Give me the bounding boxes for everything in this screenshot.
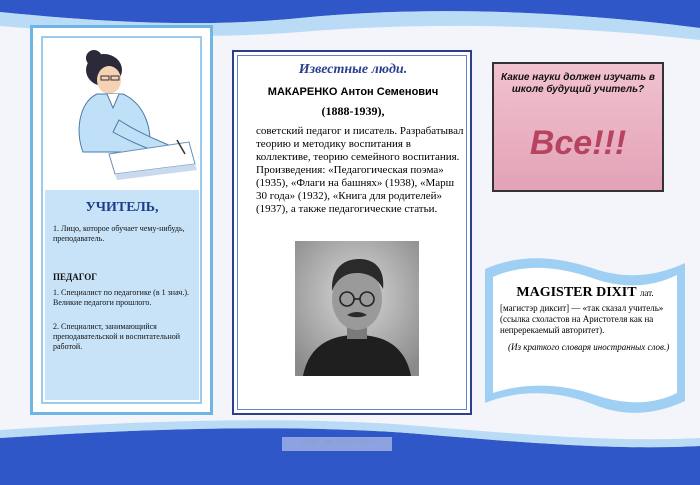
- magister-title-text: MAGISTER DIXIT: [516, 285, 637, 300]
- question-box: [492, 62, 664, 192]
- pedagog-definition-2: 2. Специалист, занимающийся преподавательской и воспитательной работой.: [53, 322, 181, 351]
- teacher-definition-1: 1. Лицо, которое обучает чему-нибудь, преподаватель.: [53, 224, 185, 243]
- portrait-photo-icon: [295, 241, 419, 376]
- question-text: Какие науки должен изучать в школе будущий учитель?: [501, 72, 655, 95]
- left-panel: [30, 25, 213, 415]
- person-years: (1888-1939),: [321, 104, 385, 118]
- pedagog-title: ПЕДАГОГ: [53, 272, 97, 282]
- person-biography: советский педагог и писатель. Разрабатывал теорию и методику воспитания в коллективе, теорию семейного воспитания. Произведения: «Педагогическая поэма» (1935), «Флаги на башнях» (1938), «Марш 30 года» (1932), «Книга для родителей» (1937), а также педагогические статьи.: [256, 125, 464, 215]
- famous-people-inner: [237, 55, 467, 410]
- pedagog-definition-1: 1. Специалист по педагогике (в 1 знач.). Великие педагоги прошлого.: [53, 288, 189, 307]
- left-panel-inner: [41, 36, 202, 404]
- magister-title: [500, 285, 670, 301]
- magister-source: (Из краткого словаря иностранных слов.): [508, 342, 670, 352]
- magister-definition: [магистэр диксит] — «так сказал учитель» (ссылка схоластов на Аристотеля как на непререкаемый авторитет).: [500, 303, 664, 335]
- magister-text-block: [500, 285, 670, 353]
- famous-people-heading: Известные люди.: [298, 62, 408, 77]
- bottom-decorative-band: [0, 420, 700, 485]
- person-name: МАКАРЕНКО Антон Семенович: [267, 86, 439, 98]
- teacher-title: УЧИТЕЛЬ,: [85, 200, 159, 215]
- teacher-definition-box: [45, 190, 199, 400]
- famous-people-panel: [232, 50, 472, 415]
- teacher-illustration-icon: [49, 42, 199, 182]
- answer-text: Все!!!: [529, 124, 627, 162]
- bottom-faint-label: УЧЕ. М. ВЕРТЕН: [282, 437, 392, 451]
- magister-language: лат.: [639, 288, 654, 298]
